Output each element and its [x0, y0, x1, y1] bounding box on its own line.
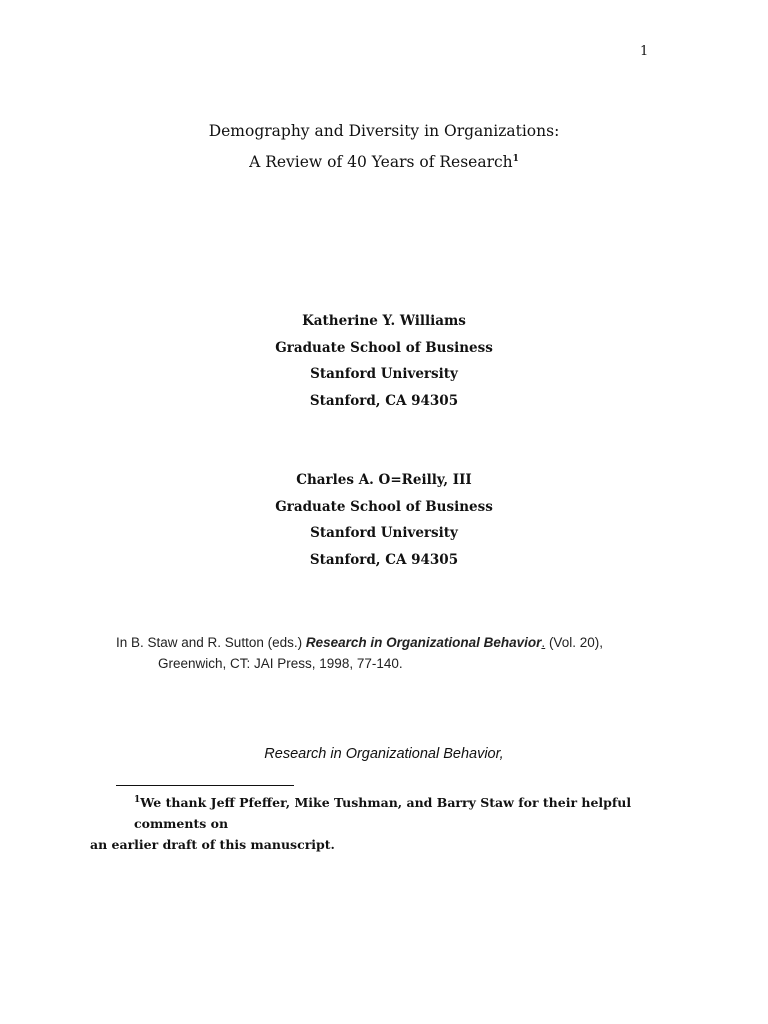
author-address: Stanford, CA 94305 — [309, 551, 459, 568]
citation-separator: . — [541, 635, 546, 650]
running-journal-title: Research in Organizational Behavior, — [264, 746, 504, 762]
title-line-2 — [0, 153, 768, 171]
footnote-line-2: an earlier draft of this manuscript. — [90, 837, 335, 852]
author-name: Charles A. O=Reilly, III — [296, 472, 472, 488]
footnote-text-1: We thank Jeff Pfeffer, Mike Tushman, and Barry Staw for their helpful comments on — [134, 795, 632, 831]
title-line-1: Demography and Diversity in Organizations: — [208, 122, 560, 140]
author-name: Katherine Y. Williams — [302, 313, 466, 329]
citation — [116, 632, 676, 674]
citation-journal: Research in Organizational Behavior — [305, 635, 542, 650]
citation-prefix: In B. Staw and R. Sutton (eds.) — [116, 635, 306, 650]
author-university: Stanford University — [310, 366, 458, 382]
author-school: Graduate School of Business — [275, 498, 493, 515]
author-block-2 — [0, 467, 768, 573]
footnote-divider — [116, 785, 294, 786]
citation-line-2: Greenwich, CT: JAI Press, 1998, 77-140. — [158, 656, 403, 671]
author-university: Stanford University — [310, 525, 458, 541]
author-address: Stanford, CA 94305 — [309, 392, 459, 409]
citation-line-1 — [116, 632, 676, 653]
footnote-mark: 1 — [134, 795, 141, 805]
footnote-line-1 — [90, 790, 700, 834]
footnote — [90, 790, 700, 855]
author-block-1 — [0, 308, 768, 414]
citation-volume: (Vol. 20), — [545, 635, 603, 650]
title-footnote-mark: 1 — [512, 154, 519, 164]
title-text: A Review of 40 Years of Research — [249, 153, 513, 171]
page-number: 1 — [640, 44, 649, 59]
author-school: Graduate School of Business — [275, 339, 493, 356]
